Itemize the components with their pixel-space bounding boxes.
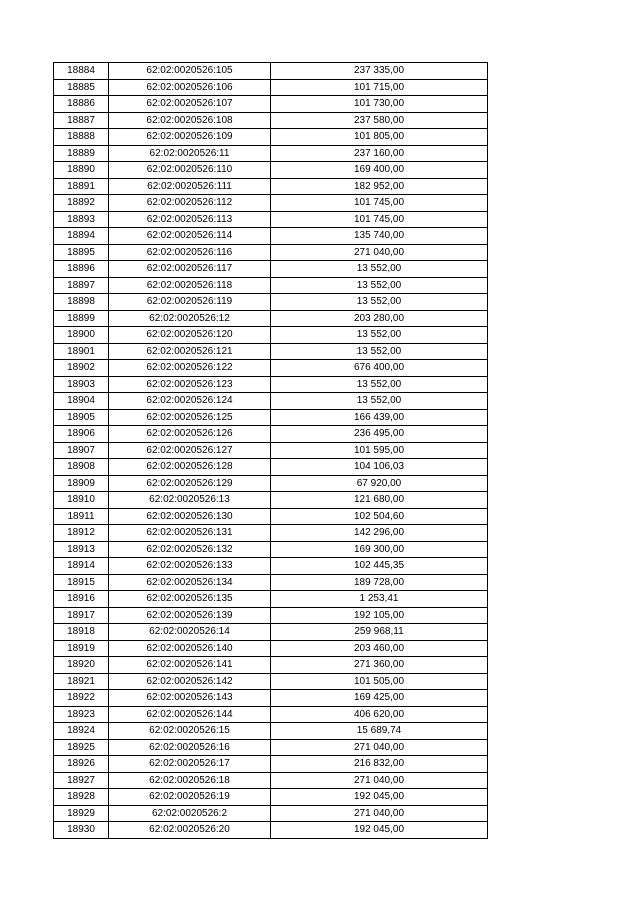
table-row [54,63,488,80]
value-cell: 237 160,00 [271,145,488,162]
value-cell: 406 620,00 [271,706,488,723]
value-cell: 192 045,00 [271,822,488,839]
cadastral-number-cell: 62:02:0020526:110 [109,162,271,179]
value-cell: 13 552,00 [271,376,488,393]
value-cell: 67 920,00 [271,475,488,492]
row-index-cell: 18901 [54,343,109,360]
value-cell: 259 968,11 [271,624,488,641]
cadastral-number-cell: 62:02:0020526:18 [109,772,271,789]
table-row [54,228,488,245]
data-table [53,62,488,839]
row-index-cell: 18905 [54,409,109,426]
table-row [54,145,488,162]
row-index-cell: 18886 [54,96,109,113]
value-cell: 203 460,00 [271,640,488,657]
table-row [54,129,488,146]
value-cell: 13 552,00 [271,261,488,278]
value-cell: 676 400,00 [271,360,488,377]
value-cell: 237 580,00 [271,112,488,129]
row-index-cell: 18895 [54,244,109,261]
table-row [54,475,488,492]
table-row [54,310,488,327]
table-row [54,624,488,641]
table-row [54,327,488,344]
row-index-cell: 18908 [54,459,109,476]
row-index-cell: 18890 [54,162,109,179]
row-index-cell: 18922 [54,690,109,707]
table-row [54,178,488,195]
table-row [54,294,488,311]
cadastral-number-cell: 62:02:0020526:120 [109,327,271,344]
cadastral-number-cell: 62:02:0020526:134 [109,574,271,591]
cadastral-number-cell: 62:02:0020526:15 [109,723,271,740]
cadastral-number-cell: 62:02:0020526:105 [109,63,271,80]
cadastral-number-cell: 62:02:0020526:122 [109,360,271,377]
row-index-cell: 18926 [54,756,109,773]
row-index-cell: 18910 [54,492,109,509]
row-index-cell: 18894 [54,228,109,245]
table-body [54,63,488,839]
value-cell: 189 728,00 [271,574,488,591]
row-index-cell: 18927 [54,772,109,789]
row-index-cell: 18889 [54,145,109,162]
table-row [54,79,488,96]
value-cell: 13 552,00 [271,343,488,360]
row-index-cell: 18891 [54,178,109,195]
table-row [54,673,488,690]
value-cell: 271 040,00 [271,244,488,261]
value-cell: 1 253,41 [271,591,488,608]
row-index-cell: 18923 [54,706,109,723]
cadastral-number-cell: 62:02:0020526:142 [109,673,271,690]
table-row [54,195,488,212]
document-page [53,62,487,839]
row-index-cell: 18902 [54,360,109,377]
cadastral-number-cell: 62:02:0020526:133 [109,558,271,575]
table-row [54,442,488,459]
cadastral-number-cell: 62:02:0020526:11 [109,145,271,162]
value-cell: 192 105,00 [271,607,488,624]
row-index-cell: 18900 [54,327,109,344]
table-row [54,426,488,443]
row-index-cell: 18898 [54,294,109,311]
cadastral-number-cell: 62:02:0020526:112 [109,195,271,212]
value-cell: 104 106,03 [271,459,488,476]
cadastral-number-cell: 62:02:0020526:127 [109,442,271,459]
row-index-cell: 18897 [54,277,109,294]
cadastral-number-cell: 62:02:0020526:114 [109,228,271,245]
table-row [54,657,488,674]
row-index-cell: 18893 [54,211,109,228]
table-row [54,690,488,707]
table-row [54,393,488,410]
row-index-cell: 18896 [54,261,109,278]
cadastral-number-cell: 62:02:0020526:132 [109,541,271,558]
row-index-cell: 18885 [54,79,109,96]
cadastral-number-cell: 62:02:0020526:116 [109,244,271,261]
table-row [54,277,488,294]
value-cell: 101 805,00 [271,129,488,146]
cadastral-number-cell: 62:02:0020526:107 [109,96,271,113]
value-cell: 101 745,00 [271,195,488,212]
table-row [54,492,488,509]
cadastral-number-cell: 62:02:0020526:111 [109,178,271,195]
row-index-cell: 18928 [54,789,109,806]
table-row [54,343,488,360]
table-row [54,508,488,525]
value-cell: 13 552,00 [271,294,488,311]
cadastral-number-cell: 62:02:0020526:14 [109,624,271,641]
table-row [54,789,488,806]
value-cell: 101 730,00 [271,96,488,113]
cadastral-number-cell: 62:02:0020526:141 [109,657,271,674]
cadastral-number-cell: 62:02:0020526:17 [109,756,271,773]
row-index-cell: 18921 [54,673,109,690]
row-index-cell: 18887 [54,112,109,129]
value-cell: 101 595,00 [271,442,488,459]
cadastral-number-cell: 62:02:0020526:143 [109,690,271,707]
value-cell: 101 505,00 [271,673,488,690]
row-index-cell: 18913 [54,541,109,558]
value-cell: 182 952,00 [271,178,488,195]
table-row [54,805,488,822]
row-index-cell: 18906 [54,426,109,443]
row-index-cell: 18907 [54,442,109,459]
table-row [54,459,488,476]
row-index-cell: 18919 [54,640,109,657]
row-index-cell: 18899 [54,310,109,327]
cadastral-number-cell: 62:02:0020526:113 [109,211,271,228]
value-cell: 271 040,00 [271,739,488,756]
cadastral-number-cell: 62:02:0020526:109 [109,129,271,146]
cadastral-number-cell: 62:02:0020526:13 [109,492,271,509]
value-cell: 102 445,35 [271,558,488,575]
row-index-cell: 18904 [54,393,109,410]
value-cell: 121 680,00 [271,492,488,509]
cadastral-number-cell: 62:02:0020526:125 [109,409,271,426]
value-cell: 13 552,00 [271,277,488,294]
value-cell: 192 045,00 [271,789,488,806]
value-cell: 166 439,00 [271,409,488,426]
table-row [54,607,488,624]
table-row [54,739,488,756]
cadastral-number-cell: 62:02:0020526:117 [109,261,271,278]
cadastral-number-cell: 62:02:0020526:123 [109,376,271,393]
value-cell: 271 040,00 [271,772,488,789]
cadastral-number-cell: 62:02:0020526:129 [109,475,271,492]
value-cell: 271 040,00 [271,805,488,822]
value-cell: 169 425,00 [271,690,488,707]
table-row [54,723,488,740]
cadastral-number-cell: 62:02:0020526:106 [109,79,271,96]
value-cell: 13 552,00 [271,393,488,410]
table-row [54,640,488,657]
table-row [54,706,488,723]
cadastral-number-cell: 62:02:0020526:126 [109,426,271,443]
row-index-cell: 18917 [54,607,109,624]
cadastral-number-cell: 62:02:0020526:140 [109,640,271,657]
cadastral-number-cell: 62:02:0020526:124 [109,393,271,410]
cadastral-number-cell: 62:02:0020526:121 [109,343,271,360]
row-index-cell: 18903 [54,376,109,393]
table-row [54,772,488,789]
cadastral-number-cell: 62:02:0020526:144 [109,706,271,723]
table-row [54,244,488,261]
row-index-cell: 18914 [54,558,109,575]
row-index-cell: 18918 [54,624,109,641]
value-cell: 135 740,00 [271,228,488,245]
table-row [54,162,488,179]
cadastral-number-cell: 62:02:0020526:131 [109,525,271,542]
value-cell: 101 745,00 [271,211,488,228]
cadastral-number-cell: 62:02:0020526:118 [109,277,271,294]
row-index-cell: 18888 [54,129,109,146]
row-index-cell: 18924 [54,723,109,740]
value-cell: 13 552,00 [271,327,488,344]
table-row [54,558,488,575]
value-cell: 203 280,00 [271,310,488,327]
row-index-cell: 18929 [54,805,109,822]
row-index-cell: 18909 [54,475,109,492]
table-row [54,574,488,591]
value-cell: 237 335,00 [271,63,488,80]
cadastral-number-cell: 62:02:0020526:2 [109,805,271,822]
table-row [54,822,488,839]
cadastral-number-cell: 62:02:0020526:139 [109,607,271,624]
table-row [54,112,488,129]
value-cell: 169 300,00 [271,541,488,558]
cadastral-number-cell: 62:02:0020526:108 [109,112,271,129]
cadastral-number-cell: 62:02:0020526:19 [109,789,271,806]
row-index-cell: 18912 [54,525,109,542]
table-row [54,376,488,393]
value-cell: 271 360,00 [271,657,488,674]
row-index-cell: 18892 [54,195,109,212]
row-index-cell: 18915 [54,574,109,591]
value-cell: 142 296,00 [271,525,488,542]
cadastral-number-cell: 62:02:0020526:130 [109,508,271,525]
cadastral-number-cell: 62:02:0020526:12 [109,310,271,327]
table-row [54,409,488,426]
table-row [54,360,488,377]
cadastral-number-cell: 62:02:0020526:20 [109,822,271,839]
row-index-cell: 18925 [54,739,109,756]
table-row [54,756,488,773]
value-cell: 169 400,00 [271,162,488,179]
value-cell: 15 689,74 [271,723,488,740]
value-cell: 101 715,00 [271,79,488,96]
table-row [54,261,488,278]
table-row [54,541,488,558]
cadastral-number-cell: 62:02:0020526:16 [109,739,271,756]
row-index-cell: 18884 [54,63,109,80]
value-cell: 216 832,00 [271,756,488,773]
value-cell: 102 504,60 [271,508,488,525]
cadastral-number-cell: 62:02:0020526:119 [109,294,271,311]
value-cell: 236 495,00 [271,426,488,443]
table-row [54,96,488,113]
row-index-cell: 18911 [54,508,109,525]
cadastral-number-cell: 62:02:0020526:135 [109,591,271,608]
row-index-cell: 18920 [54,657,109,674]
table-row [54,525,488,542]
cadastral-number-cell: 62:02:0020526:128 [109,459,271,476]
table-row [54,211,488,228]
table-row [54,591,488,608]
row-index-cell: 18916 [54,591,109,608]
row-index-cell: 18930 [54,822,109,839]
